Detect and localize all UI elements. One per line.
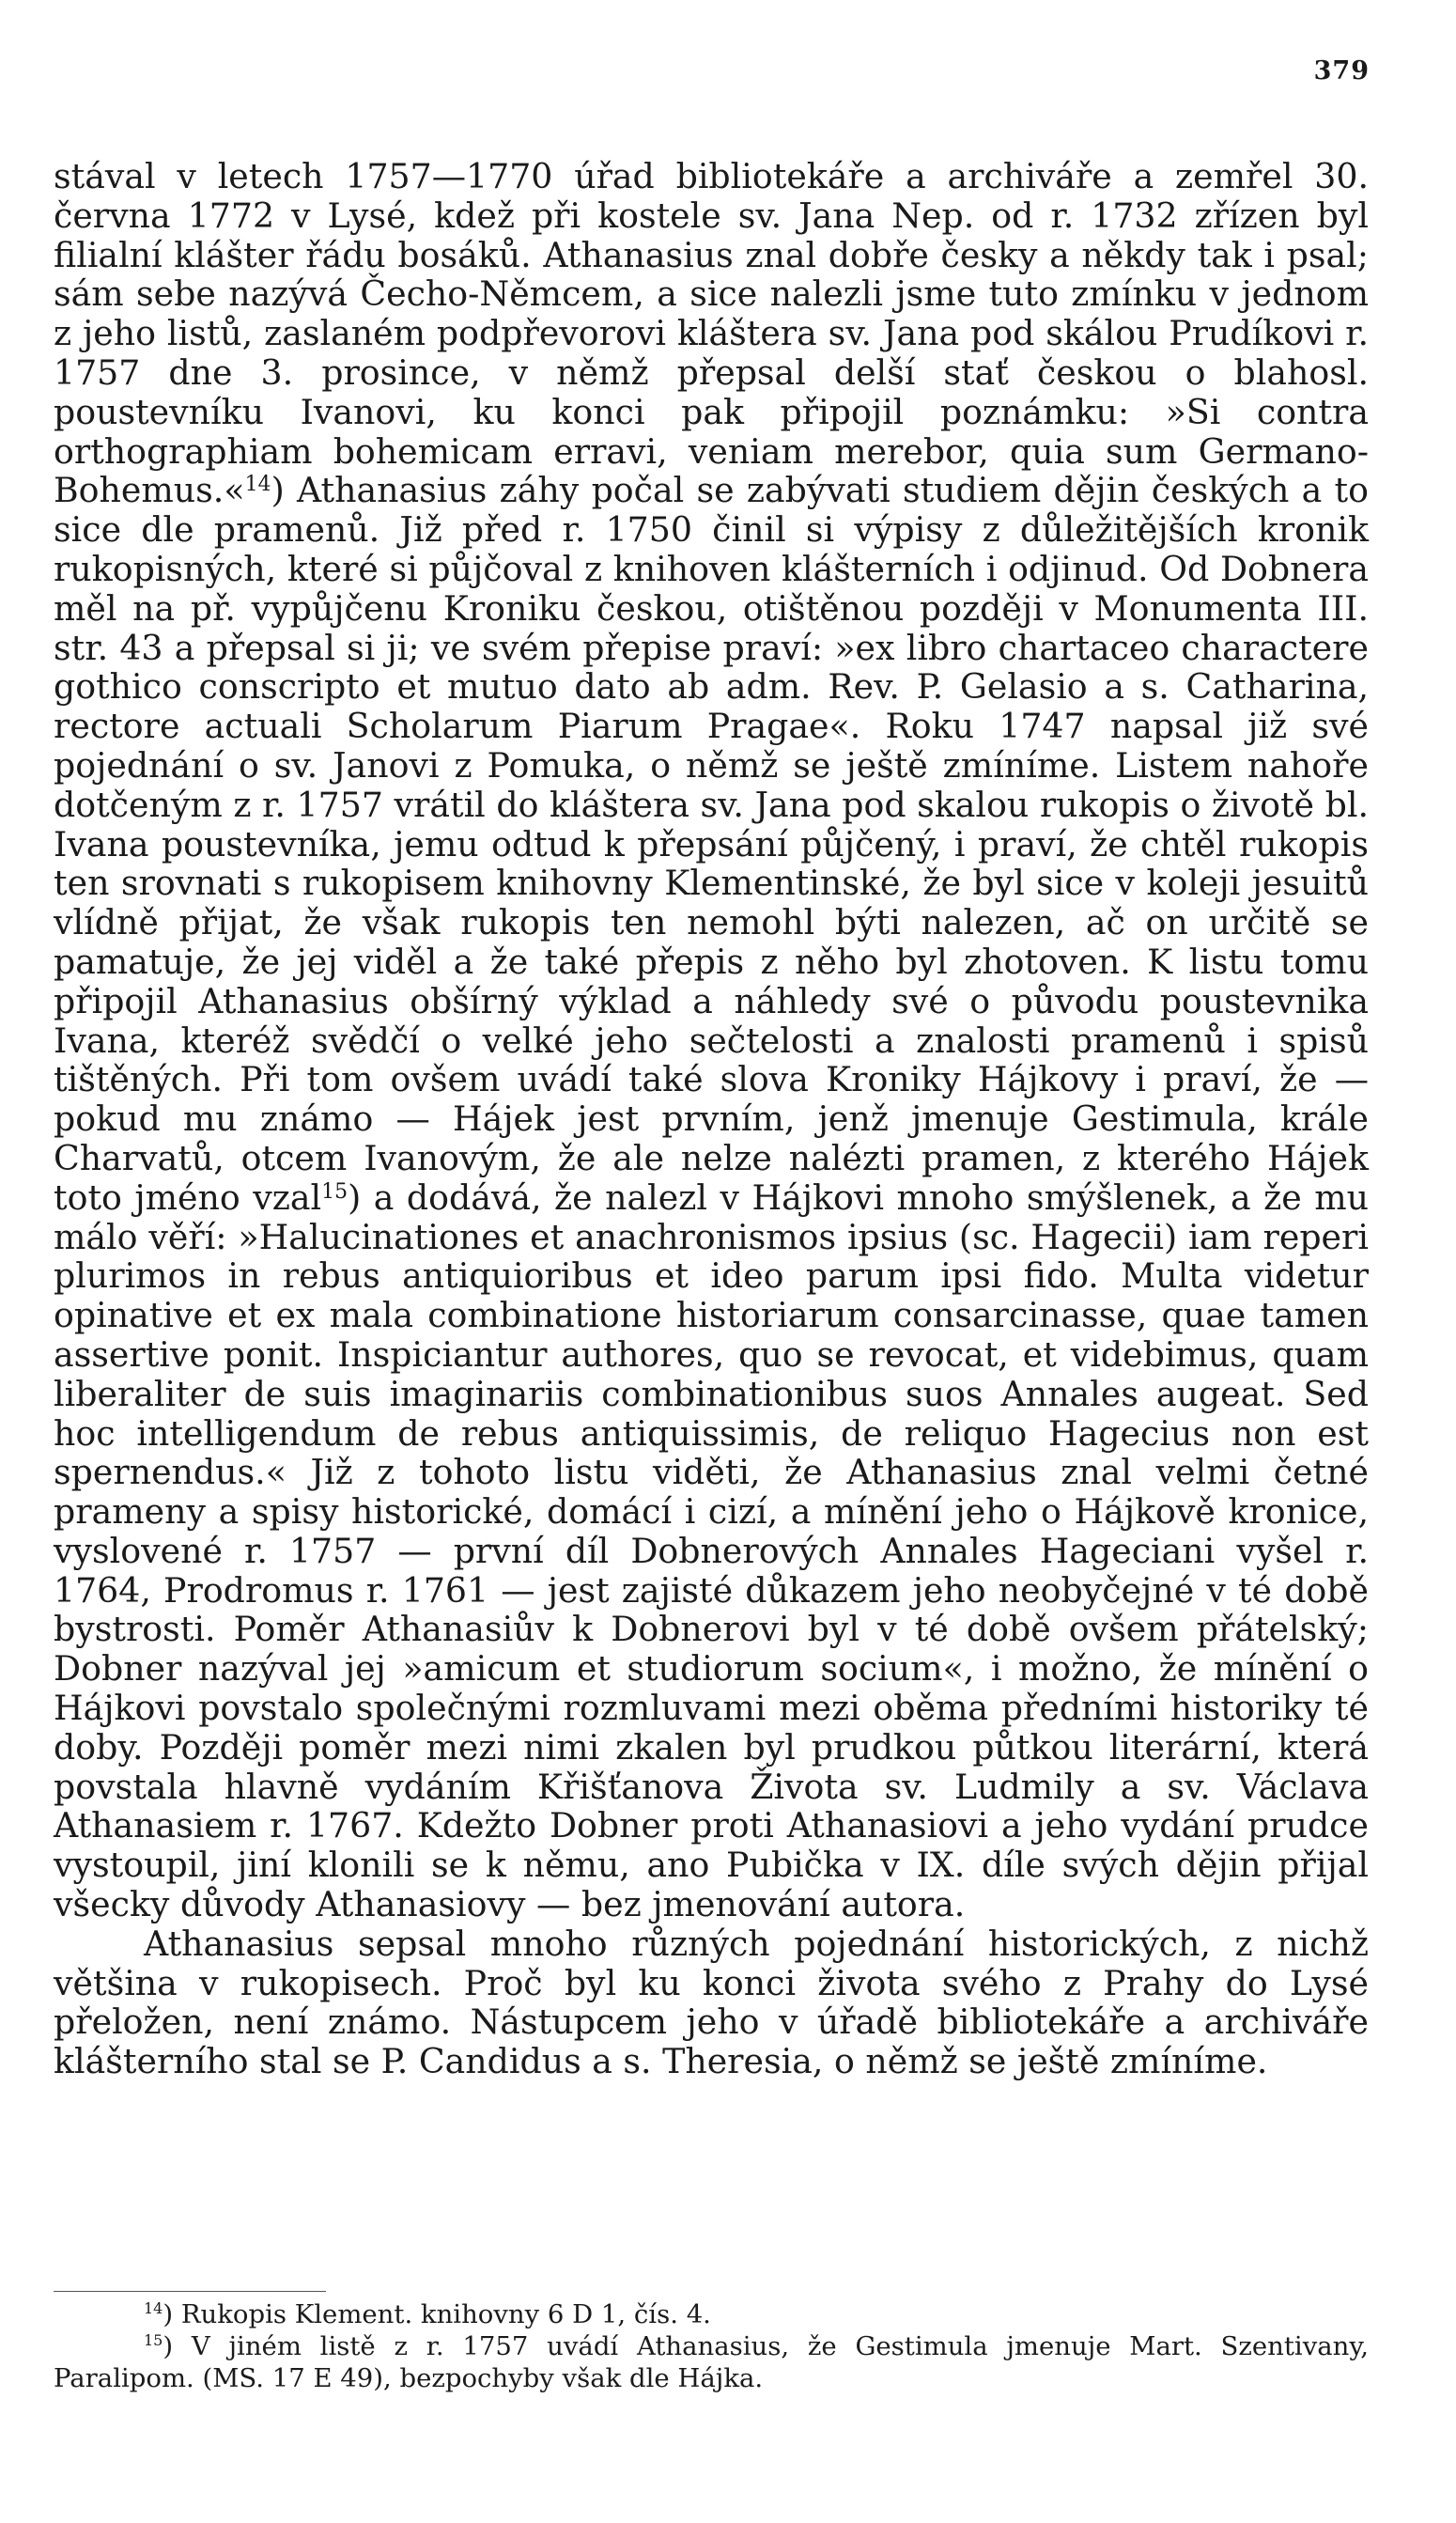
footnote	[54, 2330, 1369, 2394]
page-number: 379	[1313, 56, 1370, 86]
text-segment: ) Athanasius záhy počal se zabývati studiem dějin českých a to sice dle pramenů. Již před r. 1750 činil si výpisy z důležitějších kronik rukopisných, které si půjčoval z knihoven klášterních i odjinud. Od Dobnera měl na př. vypůjčenu Kroniku českou, otištěnou později v Monumenta III. str. 43 a přepsal si ji; ve svém přepise praví: »ex libro chartaceo charactere gothico conscripto et mutuo dato ab adm. Rev. P. Gelasio a s. Catharina, rectore actuali Scholarum Piarum Pragae«. Roku 1747 napsal již své pojednání o sv. Janovi z Pomuka, o němž se ještě zmíníme. Listem nahoře dotčeným z r. 1757 vrátil do kláštera sv. Jana pod skalou rukopis o životě bl. Ivana poustevníka, jemu odtud k přepsání půjčený, i praví, že chtěl rukopis ten srovnati s rukopisem knihovny Klementinské, že byl sice v koleji jesuitů vlídně přijat, že však rukopis ten nemohl býti nalezen, ač on určitě se pamatuje, že jej viděl a že také přepis z něho byl zhotoven. K listu tomu připojil Athanasius obšírný výklad a náhledy své o původu poustevnika Ivana, kteréž svědčí o velké jeho sečtelosti a znalosti pramenů i spisů tištěných. Při tom ovšem uvádí také slova Kroniky Hájkovy i praví, že — pokud mu známo — Hájek jest prvním, jenž jmenuje Gestimula, krále Charvatů, otcem Ivanovým, že ale nelze nalézti pramen, z kterého Hájek toto jméno vzal	[54, 470, 1369, 1218]
footnote-mark: 15	[144, 2331, 163, 2349]
footnote-text: ) Rukopis Klement. knihovny 6 D 1, čís. 4.	[163, 2299, 711, 2329]
text-segment: ) a dodává, že nalezl v Hájkovi mnoho smýšlenek, a že mu málo věří: »Halucinationes et anachronismos ipsius (sc. Hagecii) iam reperi plurimos in rebus antiquioribus et ideo parum ipsi fido. Multa videtur opinative et ex mala combinatione historiarum consarcinasse, quae tamen assertive ponit. Inspiciantur authores, quo se revocat, et videbimus, quam liberaliter de suis imaginariis combinationibus suos Annales augeat. Sed hoc intelligendum de rebus antiquissimis, de reliquo Hagecius non est spernendus.« Již z tohoto listu viděti, že Athanasius znal velmi četné prameny a spisy historické, domácí i cizí, a mínění jeho o Hájkově kronice, vyslovené r. 1757 — první díl Dobnerových Annales Hageciani vyšel r. 1764, Prodromus r. 1761 — jest zajisté důkazem jeho neobyčejné v té době bystrosti. Poměr Athanasiův k Dobnerovi byl v té době ovšem přátelský; Dobner nazýval jej »amicum et studiorum socium«, i možno, že mínění o Hájkovi povstalo společnými rozmluvami mezi oběma předními historiky té doby. Později poměr mezi nimi zkalen byl prudkou půtkou literární, která povstala hlavně vydáním Křišťanova Života sv. Ludmily a sv. Václava Athanasiem r. 1767. Kdežto Dobner proti Athanasiovi a jeho vydání prudce vystoupil, jiní klonili se k němu, ano Pubička v IX. díle svých dějin přijal všecky důvody Athanasiovy — bez jmenování autora.	[54, 1176, 1369, 1925]
paragraph	[54, 157, 1369, 1924]
footnote-ref: 15	[321, 1179, 349, 1204]
paragraph	[54, 1924, 1369, 2081]
footnote-text: ) V jiném listě z r. 1757 uvádí Athanasius, že Gestimula jmenuje Mart. Szentivany, Paralipom. (MS. 17 E 49), bezpochyby však dle Hájka.	[54, 2331, 1369, 2393]
footnote-mark: 14	[144, 2299, 163, 2317]
text-segment: stával v letech 1757—1770 úřad bibliotekáře a archiváře a zemřel 30. června 1772 v Lysé, kdež při kostele sv. Jana Nep. od r. 1732 zřízen byl filialní klášter řádu bosáků. Athanasius znal dobře česky a někdy tak i psal; sám sebe nazývá Čecho-Němcem, a sice nalezli jsme tuto zmínku v jednom z jeho listů, zaslaném podpřevorovi kláštera sv. Jana pod skálou Prudíkovi r. 1757 dne 3. prosince, v němž přepsal delší stať českou o blahosl. poustevníku Ivanovi, ku konci pak připojil poznámku: »Si contra orthographiam bohemicam erravi, veniam merebor, quia sum Germano-Bohemus.«	[54, 156, 1369, 511]
footnotes	[54, 2298, 1369, 2394]
footnote	[54, 2298, 1369, 2330]
footnote-divider	[54, 2291, 326, 2292]
text-segment: Athanasius sepsal mnoho různých pojednání historických, z nichž většina v rukopisech. Proč byl ku konci života svého z Prahy do Lysé přeložen, není známo. Nástupcem jeho v úřadě bibliotekáře a archiváře klášterního stal se P. Candidus a s. Theresia, o němž se ještě zmíníme.	[54, 1923, 1369, 2082]
footnote-ref: 14	[244, 473, 271, 497]
body-text	[54, 157, 1369, 2081]
